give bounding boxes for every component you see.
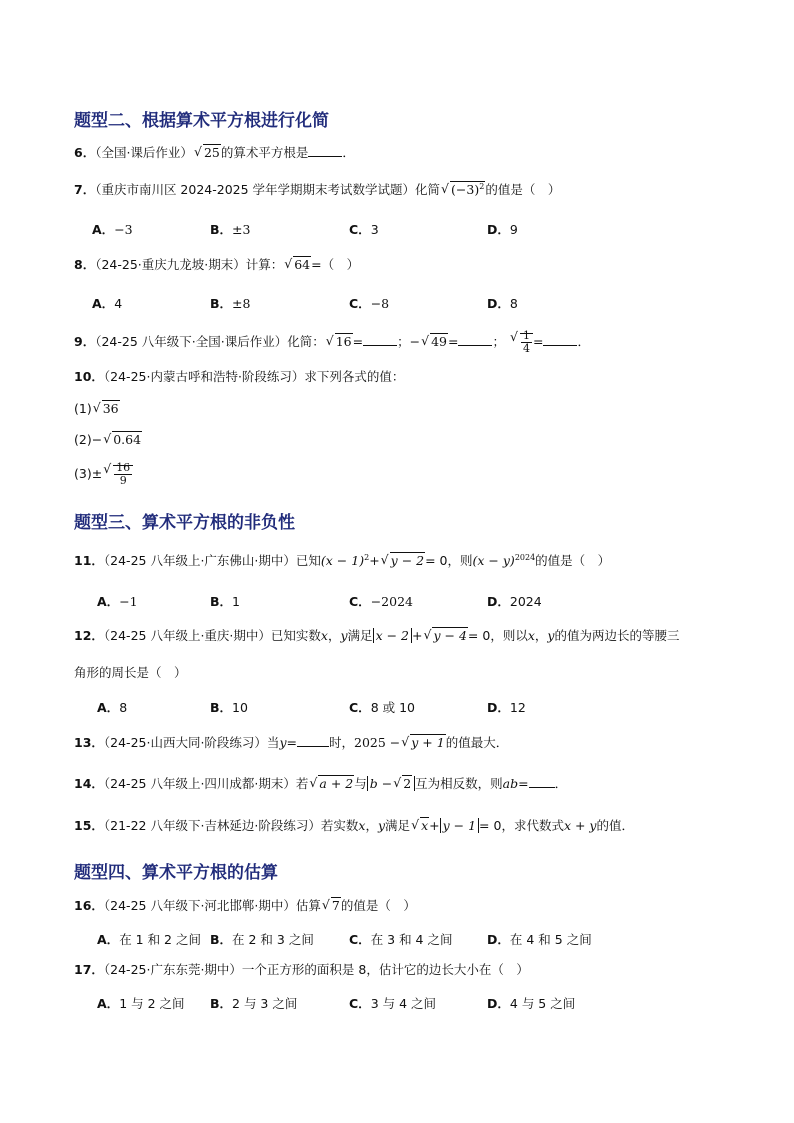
question-11: 11．（24-25 八年级上·广东佛山·期中）已知$(x - 1)^2+√$ y − 2= 0，则$(x - y)^{2024}$的值是（ ） <box>74 553 610 568</box>
option-d: D．4 与 5 之间 <box>487 996 576 1011</box>
answer-blank <box>529 787 555 788</box>
option-c: C．3 <box>349 222 379 237</box>
question-15: 15．（21-22 八年级下·吉林延边·阶段练习）若实数x，y满足√ x+ y − 1 = 0，求代数式x + y的值． <box>74 818 634 833</box>
question-12: 12．（24-25 八年级上·重庆·期中）已知实数x，y满足 x − 2 +√ y − 4= 0，则以x，y的值为两边长的等腰三 <box>74 628 679 643</box>
option-b: B．±3 <box>210 222 251 237</box>
option-a: A．−3 <box>92 222 133 237</box>
question-10: 10．（24-25·内蒙古呼和浩特·阶段练习）求下列各式的值： <box>74 369 405 384</box>
question-6: 6．（全国·课后作业）√ 25的算术平方根是 ． <box>74 145 355 160</box>
option-d: D．9 <box>487 222 518 237</box>
question-14: 14．（24-25 八年级上·四川成都·期末）若√ a + 2与 b −√ 2 互为相反数，则ab= ． <box>74 776 567 791</box>
option-c: C．−8 <box>349 296 390 311</box>
sqrt-expression: √ $(-3)^2$ <box>441 182 485 197</box>
option-b: B．2 与 3 之间 <box>210 996 298 1011</box>
option-c: C．3 与 4 之间 <box>349 996 437 1011</box>
answer-blank <box>297 746 329 747</box>
question-7: 7．（重庆市南川区 2024-2025 学年学期期末考试数学试题）化简√ $(-3)^2$的值是（ ） <box>74 182 560 197</box>
question-16: 16．（24-25 八年级下·河北邯郸·期中）估算√ 7的值是（ ） <box>74 898 416 913</box>
option-a: A．8 <box>97 700 128 715</box>
option-b: B．10 <box>210 700 248 715</box>
option-b: B．1 <box>210 594 240 609</box>
answer-blank <box>308 156 342 157</box>
option-a: A．在 1 和 2 之间 <box>97 932 201 947</box>
answer-blank <box>543 345 577 346</box>
answer-blank <box>458 345 492 346</box>
option-a: A．1 与 2 之间 <box>97 996 185 1011</box>
option-b: B．在 2 和 3 之间 <box>210 932 314 947</box>
question-8: 8．（24-25·重庆九龙坡·期末）计算：√ 64=（ ） <box>74 257 359 272</box>
sqrt-fraction: √ $\frac{1}{4}$ <box>510 330 533 355</box>
option-a: A．−1 <box>97 594 138 609</box>
option-c: C．8 或 10 <box>349 700 415 715</box>
question-9: 9．（24-25 八年级下·全国·课后作业）化简：√ 16= ；−√ 49= ； √ $\frac{1}{4}$ = ． <box>74 330 590 355</box>
sub-question-1: (1)√ 36 <box>74 401 120 416</box>
sub-question-2: (2)−√ 0.64 <box>74 432 142 447</box>
question-number: 6． <box>74 145 96 160</box>
option-c: C．−2024 <box>349 594 413 609</box>
sqrt-expression: √ 49 <box>421 334 448 349</box>
option-d: D．12 <box>487 700 526 715</box>
sub-question-3: (3)± √ $\frac{16}{9}$ <box>74 462 133 487</box>
sqrt-expression: √ 25 <box>194 145 221 160</box>
section-heading-3: 题型三、算术平方根的非负性 <box>74 513 295 533</box>
option-d: D．在 4 和 5 之间 <box>487 932 592 947</box>
option-d: D．2024 <box>487 594 542 609</box>
option-a: A．4 <box>92 296 123 311</box>
answer-blank <box>363 345 397 346</box>
option-d: D．8 <box>487 296 518 311</box>
option-b: B．±8 <box>210 296 251 311</box>
section-heading-4: 题型四、算术平方根的估算 <box>74 863 278 883</box>
question-13: 13．（24-25·山西大同·阶段练习）当y= 时，2025 −√ y + 1的值最大． <box>74 735 508 750</box>
question-17: 17．（24-25·广东东莞·期中）一个正方形的面积是 8，估计它的边长大小在（ ） <box>74 962 529 977</box>
sqrt-expression: √ 64 <box>284 257 311 272</box>
sqrt-expression: √ 16 <box>326 334 353 349</box>
question-12-line2: 角形的周长是（ ） <box>74 665 187 680</box>
section-heading-2: 题型二、根据算术平方根进行化简 <box>74 111 329 131</box>
option-c: C．在 3 和 4 之间 <box>349 932 453 947</box>
